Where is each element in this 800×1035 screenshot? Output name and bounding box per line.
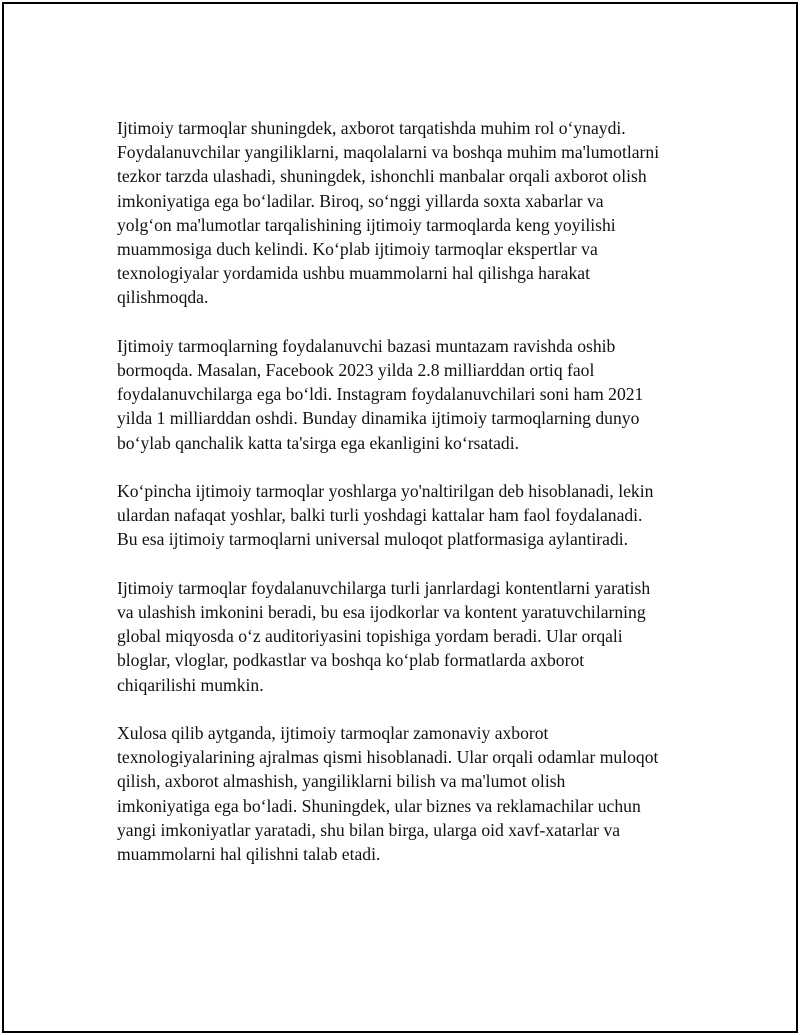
paragraph-audience-age: Ko‘pincha ijtimoiy tarmoqlar yoshlarga yo'naltirilgan deb hisoblanadi, lekin ulardan nafaqat yoshlar, balki turli yoshdagi kattalar ham faol foydalanadi. Bu esa ijtimoiy tarmoqlarni universal muloqot platformasiga aylantiradi. [117, 481, 654, 550]
document-body [117, 116, 717, 890]
paragraph-information-spread: Ijtimoiy tarmoqlar shuningdek, axborot tarqatishda muhim rol o‘ynaydi. Foydalanuvchilar yangiliklarni, maqolalarni va boshqa muhim ma'lumotlarni tezkor tarzda ulashadi, shuningdek, ishonchli manbalar orqali axborot olish imkoniyatiga ega bo‘ladilar. Biroq, so‘nggi yillarda soxta xabarlar va yolg‘on ma'lumotlar tarqalishining ijtimoiy tarmoqlarda keng yoyilishi muammosiga duch kelindi. Ko‘plab ijtimoiy tarmoqlar ekspertlar va texnologiyalar yordamida ushbu muammolarni hal qilishga harakat qilishmoqda. [117, 118, 660, 308]
paragraph-conclusion: Xulosa qilib aytganda, ijtimoiy tarmoqlar zamonaviy axborot texnologiyalarining ajralmas qismi hisoblanadi. Ular orqali odamlar muloqot qilish, axborot almashish, yangiliklarni bilish va ma'lumot olish imkoniyatiga ega bo‘ladi. Shuningdek, ular biznes va reklamachilar uchun yangi imkoniyatlar yaratadi, shu bilan birga, ularga oid xavf-xatarlar va muammolarni hal qilishni talab etadi. [117, 723, 659, 865]
paragraph-content-creation: Ijtimoiy tarmoqlar foydalanuvchilarga turli janrlardagi kontentlarni yaratish va ulashish imkonini beradi, bu esa ijodkorlar va kontent yaratuvchilarning global miqyosda o‘z auditoriyasini topishiga yordam beradi. Ular orqali bloglar, vloglar, podkastlar va boshqa ko‘plab formatlarda axborot chiqarilishi mumkin. [117, 577, 651, 695]
paragraph-user-base-growth: Ijtimoiy tarmoqlarning foydalanuvchi bazasi muntazam ravishda oshib bormoqda. Masalan, Facebook 2023 yilda 2.8 milliarddan ortiq faol foydalanuvchilarga ega bo‘ldi. Instagram foydalanuvchilari soni ham 2021 yilda 1 milliarddan oshdi. Bunday dinamika ijtimoiy tarmoqlarning dunyo bo‘ylab qanchalik katta ta'sirga ega ekanligini ko‘rsatadi. [117, 335, 644, 453]
